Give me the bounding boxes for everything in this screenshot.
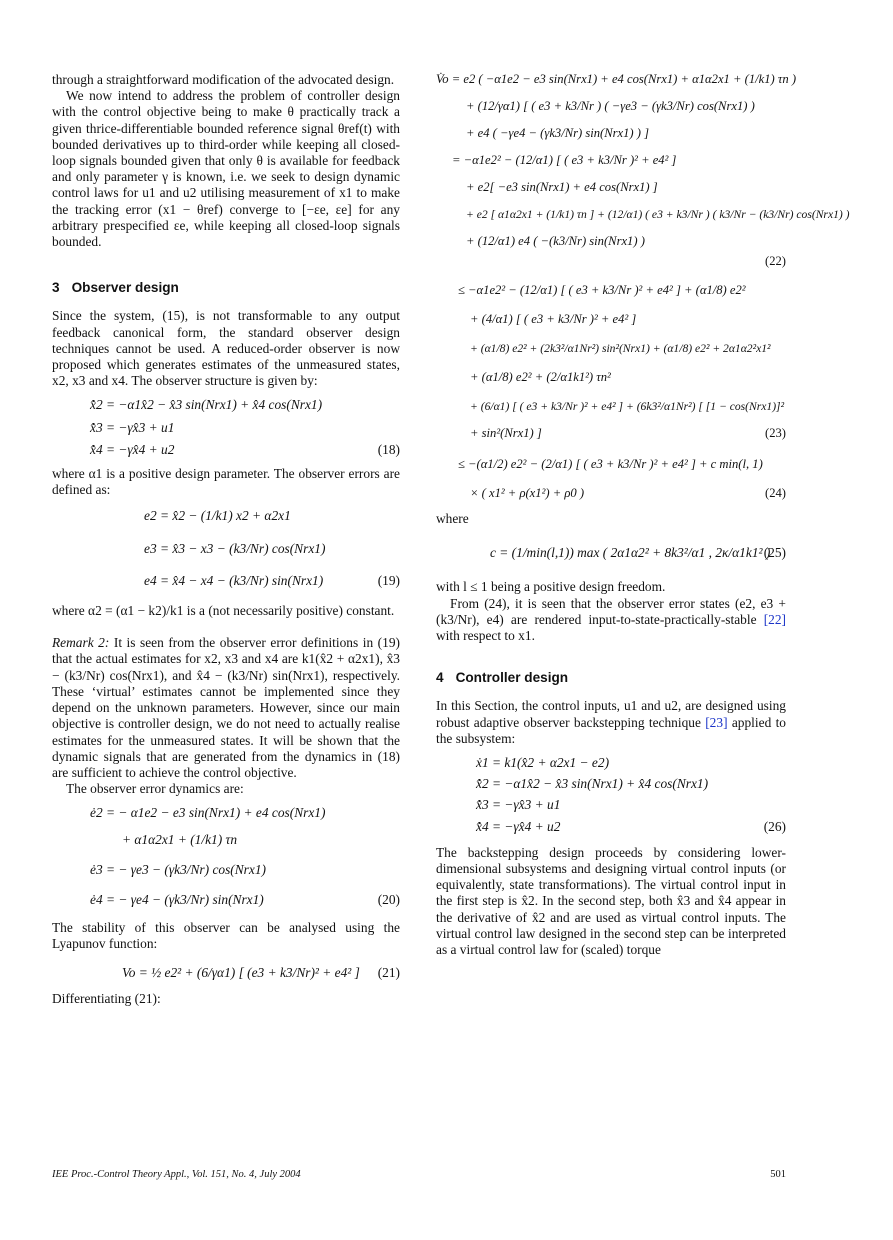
equation-line: + (6/α1) [ ( e3 + k3/Nr )² + e4² ] + (6k3²/α1Nr²) [ [1 − cos(Nrx1)]²	[470, 400, 785, 413]
equation-24	[436, 457, 786, 501]
equation-line: + e2[ −e3 sin(Nrx1) + e4 cos(Nrx1) ]	[466, 180, 658, 194]
paragraph: where α2 = (α1 − k2)/k1 is a (not necessarily positive) constant.	[52, 603, 395, 619]
equation-line: x̂̇4 = −γx̂4 + u2	[476, 818, 561, 834]
equation-line: V̇o = e2 ( −α1e2 − e3 sin(Nrx1) + e4 cos(Nrx1) + α1α2x1 + (1/k1) τn )	[436, 72, 797, 86]
equation-line: = −α1e2² − (12/α1) [ ( e3 + k3/Nr )² + e4² ]	[452, 153, 677, 167]
equation-line: + (12/α1) e4 ( −(k3/Nr) sin(Nrx1) )	[466, 234, 645, 248]
remark-paragraph	[52, 635, 400, 781]
paragraph: where α1 is a positive design parameter. The observer errors are defined as:	[52, 466, 400, 498]
equation-number: (21)	[377, 964, 400, 980]
paragraph: The backstepping design proceeds by considering lower-dimensional subsystems and designing virtual control inputs (or equivalently, state transformations). The virtual control input in the first step is x̂2. In the second step, both x̂3 and x̂4 appear in the derivative of x̂2 and are used as virtual control inputs. The virtual control law designed in the second step can be interpreted as a virtual control law for (scaled) torque	[436, 844, 786, 958]
page-number: 501	[770, 1169, 786, 1180]
section-heading	[436, 670, 786, 686]
paragraph: Since the system, (15), is not transformable to any output feedback canonical form, the standard observer design techniques cannot be used. A reduced-order observer is now proposed which generates estimates of the unmeasured states, x2, x3 and x4. The observer structure is given by:	[52, 308, 400, 389]
equation-18	[52, 397, 400, 458]
equation-line: x̂̇4 = −γx̂4 + u2	[90, 441, 175, 457]
equation-number: (18)	[377, 441, 400, 457]
paragraph: through a straightforward modification of the advocated design.	[52, 72, 395, 87]
equation-line: e2 = x̂2 − (1/k1) x2 + α2x1	[144, 508, 291, 524]
paragraph: with l ≤ 1 being a positive design freedom.	[436, 579, 666, 595]
equation-line: ẋ1 = k1(x̂2 + α2x1 − e2)	[476, 755, 610, 771]
equation-line: x̂̇2 = −α1x̂2 − x̂3 sin(Nrx1) + x̂4 cos(Nrx1)	[90, 397, 323, 413]
equation-20	[52, 805, 400, 908]
paragraph-text: with respect to x1.	[436, 628, 535, 644]
equation-23	[436, 283, 786, 441]
equation-number: (23)	[765, 426, 786, 440]
equation-line: ė3 = − γe3 − (γk3/Nr) cos(Nrx1)	[90, 861, 266, 877]
equation-line: + (4/α1) [ ( e3 + k3/Nr )² + e4² ]	[470, 312, 637, 326]
equation-line: x̂̇3 = −γx̂3 + u1	[476, 797, 561, 813]
equation-number: (20)	[377, 891, 400, 907]
equation-number: (19)	[377, 572, 400, 588]
paragraph: where	[436, 511, 469, 526]
citation-link[interactable]: [22]	[763, 611, 786, 627]
equation-line: + e2 [ α1α2x1 + (1/k1) τn ] + (12/α1) ( e3 + k3/Nr ) ( k3/Nr − (k3/Nr) cos(Nrx1) )	[466, 208, 850, 221]
paragraph: The observer error dynamics are:	[66, 781, 244, 797]
equation-number: (26)	[763, 818, 786, 834]
equation-number: (25)	[763, 545, 786, 561]
section-number: 4	[436, 670, 444, 686]
equation-line: + α1α2x1 + (1/k1) τn	[122, 831, 238, 847]
equation-line: c = (1/min(l,1)) max ( 2α1α2² + 8k3²/α1 , 2κ/α1k1² )	[490, 545, 771, 561]
left-column	[52, 72, 400, 1007]
equation-number: (22)	[765, 254, 786, 268]
section-title: Controller design	[455, 670, 569, 686]
citation-link[interactable]: [23]	[705, 714, 728, 730]
section-heading	[52, 280, 400, 296]
paragraph: The stability of this observer can be analysed using the Lyapunov function:	[52, 920, 400, 952]
paragraph-text: applied to the subsystem:	[436, 714, 786, 746]
paragraph: Differentiating (21):	[52, 990, 161, 1006]
equation-19	[52, 508, 400, 589]
equation-line: e3 = x̂3 − x3 − (k3/Nr) cos(Nrx1)	[144, 540, 326, 556]
section-title: Observer design	[71, 280, 179, 296]
equation-21	[52, 965, 400, 981]
equation-line: × ( x1² + ρ(x1²) + ρ0 )	[470, 486, 585, 500]
journal-footer: IEE Proc.-Control Theory Appl., Vol. 151, No. 4, July 2004	[52, 1169, 301, 1180]
equation-22	[436, 72, 850, 268]
paragraph	[436, 596, 786, 645]
equation-line: + (α1/8) e2² + (2/α1k1²) τn²	[470, 370, 611, 384]
paragraph	[436, 698, 786, 747]
equation-line: ≤ −(α1/2) e2² − (2/α1) [ ( e3 + k3/Nr )² + e4² ] + c min(l, 1)	[458, 457, 763, 471]
equation-line: + e4 ( −γe4 − (γk3/Nr) sin(Nrx1) ) ]	[466, 126, 650, 140]
equation-line: + sin²(Nrx1) ]	[470, 426, 542, 440]
section-number: 3	[52, 280, 60, 296]
remark-text: It is seen from the observer error definitions in (19) that the actual estimates for x2, x3 and x4 are k1(x̂2 + α2x1), x̂3 − (k3/Nr) cos(Nrx1), and x̂4 − (k3/Nr) sin(Nrx1), respectively. These ‘virtual’ estimates cannot be implemented since they depend on the unknown parameters. However, since our main objective is controller design, we do not need to actually realise estimates for the unmeasured states. It will be shown that the dynamic signals that are generated from the dynamics in (18) are sufficient to achieve the control objective.	[52, 635, 400, 780]
equation-line: ė4 = − γe4 − (γk3/Nr) sin(Nrx1)	[90, 891, 264, 907]
equation-line: x̂̇2 = −α1x̂2 − x̂3 sin(Nrx1) + x̂4 cos(Nrx1)	[476, 776, 709, 792]
equation-number: (24)	[765, 486, 786, 500]
equation-line: + (α1/8) e2² + (2k3²/α1Nr²) sin²(Nrx1) + (α1/8) e2² + 2α1α2²x1²	[470, 342, 771, 355]
equation-line: + (12/γα1) [ ( e3 + k3/Nr ) ( −γe3 − (γk3/Nr) cos(Nrx1) )	[466, 99, 755, 113]
paragraph-text: From (24), it is seen that the observer error states (e2, e3 + (k3/Nr), e4) are rendered input-to-state-practically-stable	[436, 595, 786, 627]
equation-26	[436, 755, 786, 835]
equation-line: e4 = x̂4 − x4 − (k3/Nr) sin(Nrx1)	[144, 572, 324, 588]
equation-25	[436, 545, 786, 561]
equation-line: ė2 = − α1e2 − e3 sin(Nrx1) + e4 cos(Nrx1)	[90, 805, 326, 821]
equation-line: x̂̇3 = −γx̂3 + u1	[90, 419, 175, 435]
remark-label: Remark 2:	[52, 635, 110, 651]
equation-line: ≤ −α1e2² − (12/α1) [ ( e3 + k3/Nr )² + e4² ] + (α1/8) e2²	[458, 283, 746, 297]
right-column	[436, 72, 850, 958]
equation-line: Vo = ½ e2² + (6/γα1) [ (e3 + k3/Nr)² + e4² ]	[122, 964, 360, 980]
paragraph-text: In this Section, the control inputs, u1 and u2, are designed using robust adaptive observer backstepping technique	[436, 698, 786, 730]
paragraph: We now intend to address the problem of controller design with the control objective being to make θ practically track a given thrice-differentiable bounded reference signal θref(t) with bounded derivatives up to third-order while keeping all closed-loop signals bounded given that only θ is available for feedback and only parameter γ is known, i.e. we seek to design dynamic control laws for u1 and u2 utilising measurement of x1 to make the tracking error (x1 − θref) converge to [−εe, εe] for any arbitrary prespecified εe, while keeping all closed-loop signals bounded.	[52, 88, 400, 250]
